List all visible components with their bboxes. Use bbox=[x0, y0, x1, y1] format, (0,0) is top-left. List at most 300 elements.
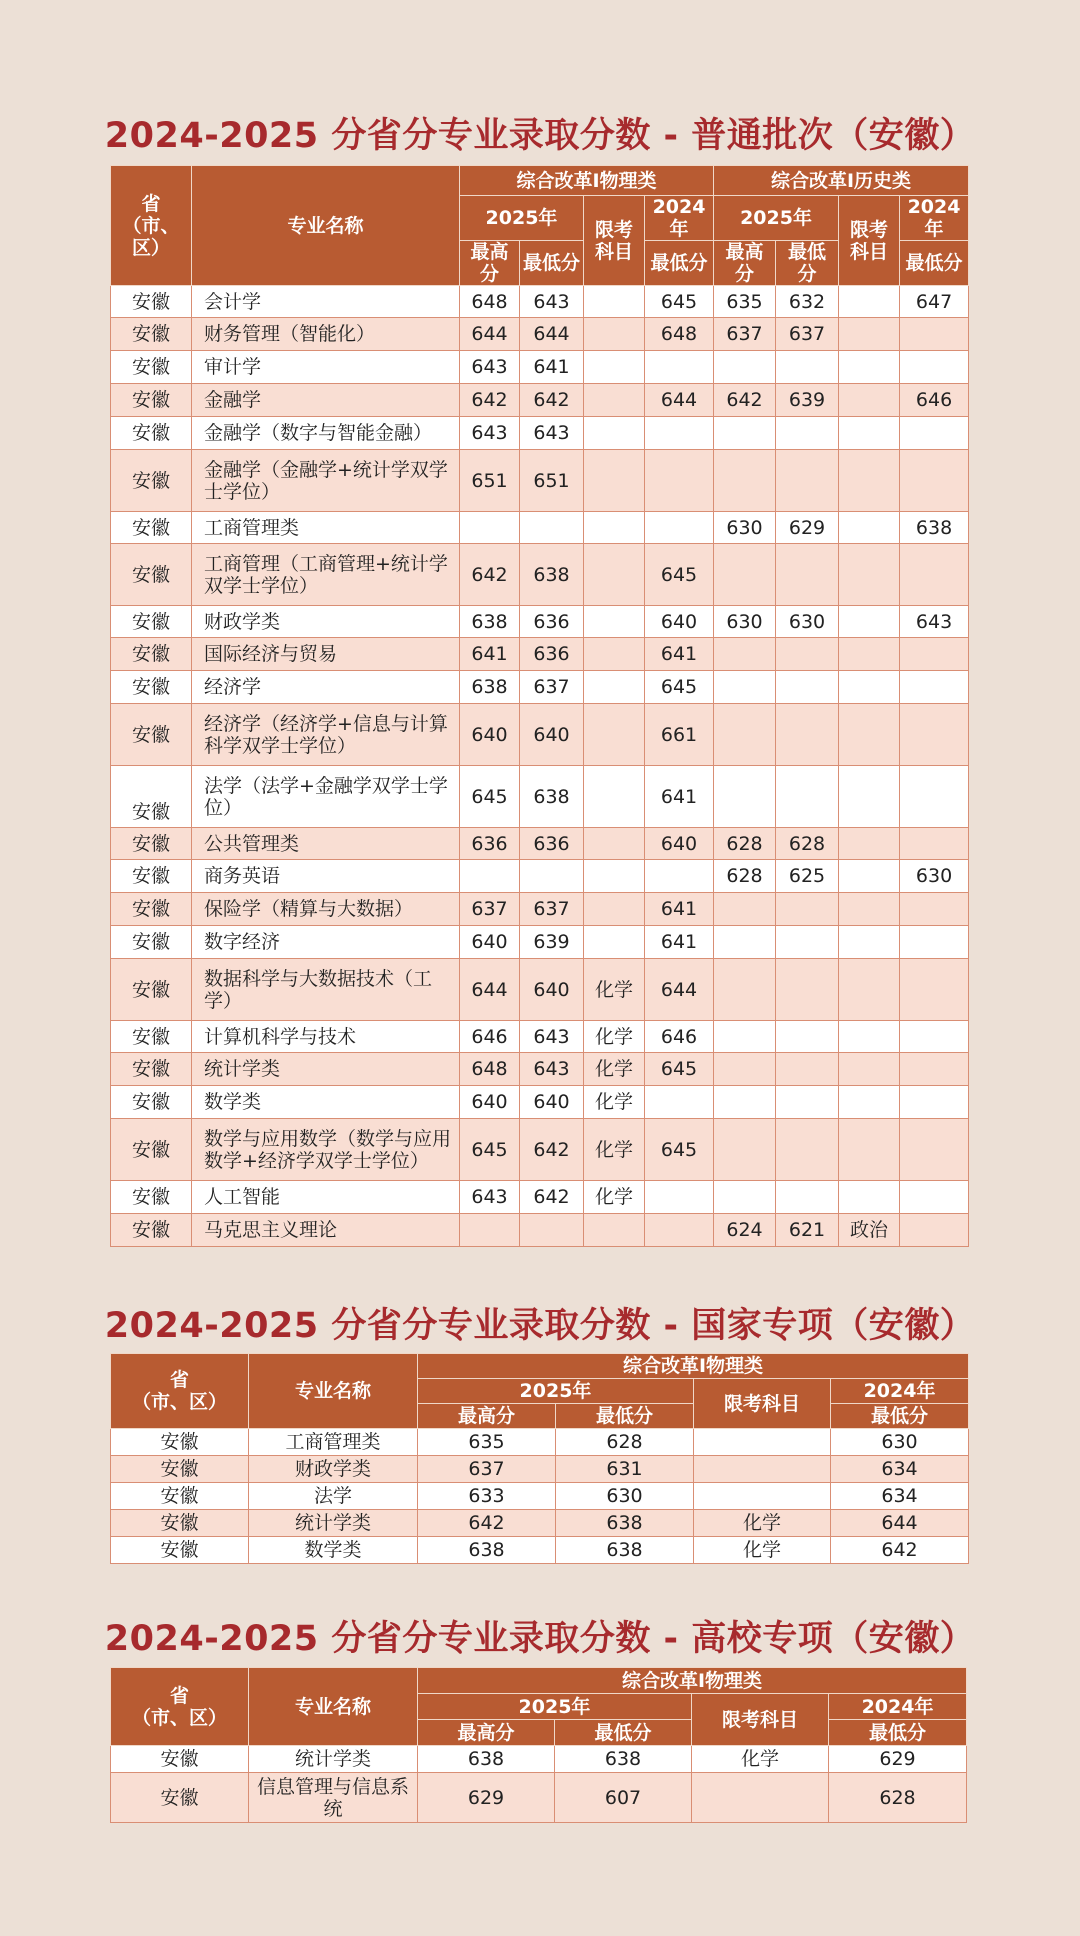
table-row bbox=[111, 893, 969, 926]
cell-value bbox=[714, 351, 776, 384]
cell-value: 651 bbox=[460, 450, 520, 512]
cell-value: 638 bbox=[556, 1537, 694, 1564]
cell-value bbox=[776, 671, 839, 704]
cell-major: 财政学类 bbox=[249, 1456, 418, 1483]
cell-value: 638 bbox=[556, 1510, 694, 1537]
cell-value: 637 bbox=[776, 318, 839, 351]
cell-province: 安徽 bbox=[111, 384, 192, 417]
cell-value bbox=[839, 286, 900, 318]
cell-province: 安徽 bbox=[111, 606, 192, 638]
cell-value: 640 bbox=[460, 704, 520, 766]
header-min: 最低分 bbox=[520, 241, 584, 286]
cell-value: 化学 bbox=[584, 1181, 645, 1214]
cell-value: 642 bbox=[460, 544, 520, 606]
cell-province: 安徽 bbox=[111, 1537, 249, 1564]
cell-value: 630 bbox=[776, 606, 839, 638]
table-university-special bbox=[110, 1667, 967, 1823]
cell-value: 638 bbox=[418, 1746, 555, 1773]
cell-value: 645 bbox=[645, 1119, 714, 1181]
cell-value: 642 bbox=[714, 384, 776, 417]
cell-major: 数学类 bbox=[249, 1537, 418, 1564]
table-regular-batch bbox=[110, 165, 969, 1247]
cell-value bbox=[520, 1214, 584, 1247]
cell-value: 化学 bbox=[692, 1746, 829, 1773]
cell-value: 640 bbox=[460, 1086, 520, 1119]
cell-value bbox=[584, 318, 645, 351]
cell-value: 642 bbox=[418, 1510, 556, 1537]
cell-value bbox=[900, 417, 969, 450]
cell-value bbox=[694, 1483, 831, 1510]
table-row bbox=[111, 704, 969, 766]
cell-value: 646 bbox=[460, 1021, 520, 1053]
cell-value bbox=[776, 893, 839, 926]
cell-value: 645 bbox=[645, 286, 714, 318]
header-min: 最低分 bbox=[555, 1720, 692, 1746]
cell-province: 安徽 bbox=[111, 417, 192, 450]
cell-major: 工商管理类 bbox=[192, 512, 460, 544]
cell-value: 629 bbox=[776, 512, 839, 544]
cell-value bbox=[776, 638, 839, 671]
cell-value bbox=[714, 417, 776, 450]
table-row bbox=[111, 1510, 969, 1537]
header-physics: 综合改革I物理类 bbox=[418, 1354, 969, 1379]
header-history: 综合改革I历史类 bbox=[714, 166, 969, 196]
cell-value: 629 bbox=[829, 1746, 967, 1773]
cell-value bbox=[839, 384, 900, 417]
header-min: 最低分 bbox=[556, 1404, 694, 1429]
cell-value: 636 bbox=[520, 828, 584, 860]
cell-value bbox=[460, 512, 520, 544]
cell-province: 安徽 bbox=[111, 1746, 249, 1773]
cell-value bbox=[900, 1021, 969, 1053]
cell-value: 621 bbox=[776, 1214, 839, 1247]
cell-value: 645 bbox=[645, 1053, 714, 1086]
cell-value bbox=[714, 638, 776, 671]
cell-value bbox=[839, 704, 900, 766]
cell-value: 630 bbox=[831, 1429, 969, 1456]
header-2025: 2025年 bbox=[714, 196, 839, 241]
cell-major: 金融学（数字与智能金融） bbox=[192, 417, 460, 450]
cell-value bbox=[645, 512, 714, 544]
cell-province: 安徽 bbox=[111, 512, 192, 544]
title-national-special: 2024-2025 分省分专业录取分数 - 国家专项（安徽） bbox=[104, 1306, 976, 1346]
cell-province: 安徽 bbox=[111, 1773, 249, 1823]
cell-value bbox=[900, 1181, 969, 1214]
cell-province: 安徽 bbox=[111, 1483, 249, 1510]
cell-value bbox=[900, 638, 969, 671]
header-major: 专业名称 bbox=[249, 1668, 418, 1746]
header-2025: 2025年 bbox=[460, 196, 584, 241]
header-max: 最高分 bbox=[714, 241, 776, 286]
cell-major: 马克思主义理论 bbox=[192, 1214, 460, 1247]
cell-value bbox=[900, 893, 969, 926]
cell-value: 648 bbox=[645, 318, 714, 351]
cell-value: 629 bbox=[418, 1773, 555, 1823]
table-row bbox=[111, 318, 969, 351]
cell-value: 644 bbox=[645, 384, 714, 417]
cell-value bbox=[839, 828, 900, 860]
cell-value: 630 bbox=[900, 860, 969, 893]
cell-major: 审计学 bbox=[192, 351, 460, 384]
cell-value bbox=[714, 959, 776, 1021]
cell-value: 641 bbox=[645, 893, 714, 926]
cell-value: 630 bbox=[714, 512, 776, 544]
cell-value bbox=[900, 544, 969, 606]
cell-value: 643 bbox=[520, 286, 584, 318]
header-2025: 2025年 bbox=[418, 1379, 694, 1404]
cell-value: 636 bbox=[520, 638, 584, 671]
header-province: 省 （市、区） bbox=[111, 166, 192, 286]
cell-province: 安徽 bbox=[111, 1510, 249, 1537]
cell-value bbox=[645, 1086, 714, 1119]
cell-value bbox=[645, 450, 714, 512]
cell-value: 661 bbox=[645, 704, 714, 766]
cell-value bbox=[714, 1119, 776, 1181]
cell-value bbox=[900, 671, 969, 704]
header-required-subject: 限考 科目 bbox=[584, 196, 645, 286]
cell-value: 643 bbox=[900, 606, 969, 638]
cell-value bbox=[900, 1119, 969, 1181]
cell-value bbox=[645, 417, 714, 450]
table-row bbox=[111, 417, 969, 450]
table-row bbox=[111, 1537, 969, 1564]
cell-major: 会计学 bbox=[192, 286, 460, 318]
cell-major: 工商管理（工商管理+统计学双学士学位） bbox=[192, 544, 460, 606]
table-row bbox=[111, 671, 969, 704]
cell-major: 保险学（精算与大数据） bbox=[192, 893, 460, 926]
cell-value: 637 bbox=[520, 893, 584, 926]
cell-value: 645 bbox=[460, 766, 520, 828]
table-row bbox=[111, 512, 969, 544]
cell-value: 化学 bbox=[584, 1086, 645, 1119]
cell-value: 644 bbox=[520, 318, 584, 351]
cell-value bbox=[839, 1021, 900, 1053]
cell-major: 信息管理与信息系统 bbox=[249, 1773, 418, 1823]
title-university-special: 2024-2025 分省分专业录取分数 - 高校专项（安徽） bbox=[104, 1619, 976, 1659]
cell-value: 645 bbox=[460, 1119, 520, 1181]
cell-major: 经济学（经济学+信息与计算科学双学士学位） bbox=[192, 704, 460, 766]
table-row bbox=[111, 384, 969, 417]
cell-value: 648 bbox=[460, 1053, 520, 1086]
cell-value bbox=[776, 959, 839, 1021]
header-province: 省 （市、区） bbox=[111, 1354, 249, 1429]
cell-major: 公共管理类 bbox=[192, 828, 460, 860]
cell-value bbox=[839, 544, 900, 606]
cell-value bbox=[460, 860, 520, 893]
cell-value bbox=[900, 704, 969, 766]
cell-value bbox=[714, 1086, 776, 1119]
cell-value: 640 bbox=[645, 606, 714, 638]
cell-value bbox=[714, 926, 776, 959]
cell-province: 安徽 bbox=[111, 638, 192, 671]
cell-value: 644 bbox=[460, 959, 520, 1021]
cell-province: 安徽 bbox=[111, 286, 192, 318]
cell-value: 628 bbox=[776, 828, 839, 860]
cell-province: 安徽 bbox=[111, 893, 192, 926]
cell-value bbox=[839, 606, 900, 638]
header-physics: 综合改革I物理类 bbox=[460, 166, 714, 196]
cell-major: 人工智能 bbox=[192, 1181, 460, 1214]
header-2024: 2024年 bbox=[831, 1379, 969, 1404]
cell-value: 624 bbox=[714, 1214, 776, 1247]
cell-value bbox=[776, 544, 839, 606]
cell-province: 安徽 bbox=[111, 351, 192, 384]
cell-value: 628 bbox=[829, 1773, 967, 1823]
cell-value bbox=[839, 638, 900, 671]
cell-major: 法学（法学+金融学双学士学位） bbox=[192, 766, 460, 828]
cell-province: 安徽 bbox=[111, 1119, 192, 1181]
cell-value: 636 bbox=[520, 606, 584, 638]
cell-province: 安徽 bbox=[111, 828, 192, 860]
cell-value bbox=[584, 704, 645, 766]
cell-value: 640 bbox=[460, 926, 520, 959]
cell-value: 637 bbox=[520, 671, 584, 704]
cell-value bbox=[584, 286, 645, 318]
cell-value bbox=[900, 450, 969, 512]
cell-major: 数学类 bbox=[192, 1086, 460, 1119]
cell-value: 642 bbox=[831, 1537, 969, 1564]
cell-value: 630 bbox=[556, 1483, 694, 1510]
cell-value: 630 bbox=[714, 606, 776, 638]
cell-value bbox=[839, 1053, 900, 1086]
header-2024: 2024年 bbox=[645, 196, 714, 241]
cell-value: 643 bbox=[460, 417, 520, 450]
cell-value: 643 bbox=[460, 351, 520, 384]
cell-province: 安徽 bbox=[111, 1021, 192, 1053]
cell-value: 644 bbox=[831, 1510, 969, 1537]
header-min: 最低分 bbox=[829, 1720, 967, 1746]
cell-value bbox=[900, 1053, 969, 1086]
cell-value bbox=[714, 1053, 776, 1086]
cell-value bbox=[776, 417, 839, 450]
cell-value bbox=[645, 1181, 714, 1214]
cell-value: 化学 bbox=[694, 1510, 831, 1537]
cell-value: 化学 bbox=[584, 959, 645, 1021]
cell-value: 638 bbox=[555, 1746, 692, 1773]
table-row bbox=[111, 1021, 969, 1053]
header-required-subject: 限考科目 bbox=[692, 1694, 829, 1746]
cell-major: 数字经济 bbox=[192, 926, 460, 959]
cell-value: 634 bbox=[831, 1483, 969, 1510]
cell-value bbox=[776, 1086, 839, 1119]
cell-major: 财务管理（智能化） bbox=[192, 318, 460, 351]
cell-value bbox=[584, 766, 645, 828]
cell-value bbox=[645, 351, 714, 384]
cell-value bbox=[776, 766, 839, 828]
header-min: 最低分 bbox=[831, 1404, 969, 1429]
header-max: 最高分 bbox=[418, 1404, 556, 1429]
cell-value: 635 bbox=[418, 1429, 556, 1456]
cell-major: 统计学类 bbox=[249, 1510, 418, 1537]
cell-value: 628 bbox=[714, 828, 776, 860]
table-row bbox=[111, 606, 969, 638]
cell-value bbox=[584, 351, 645, 384]
cell-value: 政治 bbox=[839, 1214, 900, 1247]
table-row bbox=[111, 959, 969, 1021]
header-2024: 2024年 bbox=[829, 1694, 967, 1720]
cell-value bbox=[839, 766, 900, 828]
cell-province: 安徽 bbox=[111, 1181, 192, 1214]
cell-value bbox=[692, 1773, 829, 1823]
header-max: 最高分 bbox=[460, 241, 520, 286]
cell-value: 639 bbox=[776, 384, 839, 417]
cell-value bbox=[776, 351, 839, 384]
cell-value bbox=[584, 1214, 645, 1247]
table-row bbox=[111, 1746, 967, 1773]
cell-value: 643 bbox=[520, 417, 584, 450]
cell-value: 628 bbox=[714, 860, 776, 893]
cell-province: 安徽 bbox=[111, 926, 192, 959]
cell-value: 643 bbox=[460, 1181, 520, 1214]
header-min: 最低分 bbox=[645, 241, 714, 286]
cell-value bbox=[776, 1021, 839, 1053]
cell-value: 638 bbox=[418, 1537, 556, 1564]
cell-value bbox=[900, 828, 969, 860]
cell-value: 633 bbox=[418, 1483, 556, 1510]
cell-province: 安徽 bbox=[111, 318, 192, 351]
cell-province: 安徽 bbox=[111, 959, 192, 1021]
cell-value: 640 bbox=[520, 959, 584, 1021]
cell-value bbox=[776, 1053, 839, 1086]
cell-value bbox=[900, 926, 969, 959]
cell-major: 国际经济与贸易 bbox=[192, 638, 460, 671]
cell-value: 641 bbox=[645, 638, 714, 671]
cell-value: 641 bbox=[645, 766, 714, 828]
cell-value: 643 bbox=[520, 1053, 584, 1086]
cell-value bbox=[714, 544, 776, 606]
header-2024: 2024年 bbox=[900, 196, 969, 241]
cell-major: 计算机科学与技术 bbox=[192, 1021, 460, 1053]
cell-value: 635 bbox=[714, 286, 776, 318]
cell-value bbox=[900, 1086, 969, 1119]
cell-value bbox=[584, 544, 645, 606]
header-physics: 综合改革I物理类 bbox=[418, 1668, 967, 1694]
header-required-subject: 限考 科目 bbox=[839, 196, 900, 286]
cell-major: 金融学（金融学+统计学双学士学位） bbox=[192, 450, 460, 512]
title-regular-batch: 2024-2025 分省分专业录取分数 - 普通批次（安徽） bbox=[104, 116, 976, 156]
cell-major: 统计学类 bbox=[192, 1053, 460, 1086]
header-min: 最低分 bbox=[776, 241, 839, 286]
cell-value: 化学 bbox=[694, 1537, 831, 1564]
cell-value: 645 bbox=[645, 544, 714, 606]
cell-value bbox=[839, 351, 900, 384]
cell-value bbox=[900, 959, 969, 1021]
cell-value: 638 bbox=[460, 606, 520, 638]
table-row bbox=[111, 1456, 969, 1483]
cell-value: 637 bbox=[418, 1456, 556, 1483]
cell-value bbox=[584, 893, 645, 926]
cell-value bbox=[584, 638, 645, 671]
table-row bbox=[111, 1483, 969, 1510]
cell-value bbox=[776, 450, 839, 512]
cell-value bbox=[584, 606, 645, 638]
cell-value bbox=[776, 1181, 839, 1214]
cell-value: 化学 bbox=[584, 1021, 645, 1053]
header-2025: 2025年 bbox=[418, 1694, 692, 1720]
cell-value bbox=[839, 417, 900, 450]
cell-major: 数学与应用数学（数学与应用数学+经济学双学士学位） bbox=[192, 1119, 460, 1181]
cell-province: 安徽 bbox=[111, 450, 192, 512]
table-national-special bbox=[110, 1353, 969, 1564]
cell-value: 637 bbox=[460, 893, 520, 926]
cell-province: 安徽 bbox=[111, 671, 192, 704]
table-row bbox=[111, 450, 969, 512]
table-row bbox=[111, 638, 969, 671]
header-province: 省 （市、区） bbox=[111, 1668, 249, 1746]
cell-province: 安徽 bbox=[111, 860, 192, 893]
cell-value bbox=[714, 450, 776, 512]
cell-value bbox=[839, 318, 900, 351]
table-row bbox=[111, 1053, 969, 1086]
cell-value bbox=[584, 926, 645, 959]
cell-value: 637 bbox=[714, 318, 776, 351]
cell-value: 化学 bbox=[584, 1053, 645, 1086]
cell-value bbox=[645, 860, 714, 893]
header-major: 专业名称 bbox=[249, 1354, 418, 1429]
cell-value bbox=[776, 704, 839, 766]
cell-major: 经济学 bbox=[192, 671, 460, 704]
table-row bbox=[111, 766, 969, 828]
cell-value bbox=[714, 671, 776, 704]
cell-value bbox=[776, 926, 839, 959]
cell-value: 648 bbox=[460, 286, 520, 318]
cell-major: 法学 bbox=[249, 1483, 418, 1510]
cell-value: 628 bbox=[556, 1429, 694, 1456]
header-required-subject: 限考科目 bbox=[694, 1379, 831, 1429]
cell-value bbox=[900, 318, 969, 351]
cell-value: 647 bbox=[900, 286, 969, 318]
cell-value bbox=[839, 671, 900, 704]
cell-province: 安徽 bbox=[111, 1086, 192, 1119]
cell-province: 安徽 bbox=[111, 704, 192, 766]
cell-value bbox=[839, 450, 900, 512]
cell-major: 金融学 bbox=[192, 384, 460, 417]
cell-value: 646 bbox=[645, 1021, 714, 1053]
cell-province: 安徽 bbox=[111, 544, 192, 606]
table-row bbox=[111, 286, 969, 318]
table-row bbox=[111, 544, 969, 606]
cell-major: 数据科学与大数据技术（工学） bbox=[192, 959, 460, 1021]
cell-value bbox=[520, 860, 584, 893]
cell-value: 646 bbox=[900, 384, 969, 417]
cell-value bbox=[839, 1086, 900, 1119]
cell-value bbox=[839, 893, 900, 926]
cell-value bbox=[584, 417, 645, 450]
cell-province: 安徽 bbox=[111, 766, 192, 828]
cell-province: 安徽 bbox=[111, 1456, 249, 1483]
table-row bbox=[111, 1086, 969, 1119]
cell-value bbox=[714, 766, 776, 828]
header-min: 最低分 bbox=[900, 241, 969, 286]
cell-value: 638 bbox=[520, 544, 584, 606]
cell-value bbox=[714, 893, 776, 926]
cell-value bbox=[520, 512, 584, 544]
cell-value bbox=[714, 1181, 776, 1214]
cell-value bbox=[900, 766, 969, 828]
header-max: 最高分 bbox=[418, 1720, 555, 1746]
cell-province: 安徽 bbox=[111, 1429, 249, 1456]
cell-value: 641 bbox=[645, 926, 714, 959]
cell-value: 640 bbox=[645, 828, 714, 860]
cell-value: 640 bbox=[520, 704, 584, 766]
cell-value: 644 bbox=[645, 959, 714, 1021]
cell-value: 631 bbox=[556, 1456, 694, 1483]
cell-value bbox=[584, 384, 645, 417]
cell-value: 638 bbox=[460, 671, 520, 704]
cell-value bbox=[900, 351, 969, 384]
table-row bbox=[111, 926, 969, 959]
cell-value bbox=[645, 1214, 714, 1247]
